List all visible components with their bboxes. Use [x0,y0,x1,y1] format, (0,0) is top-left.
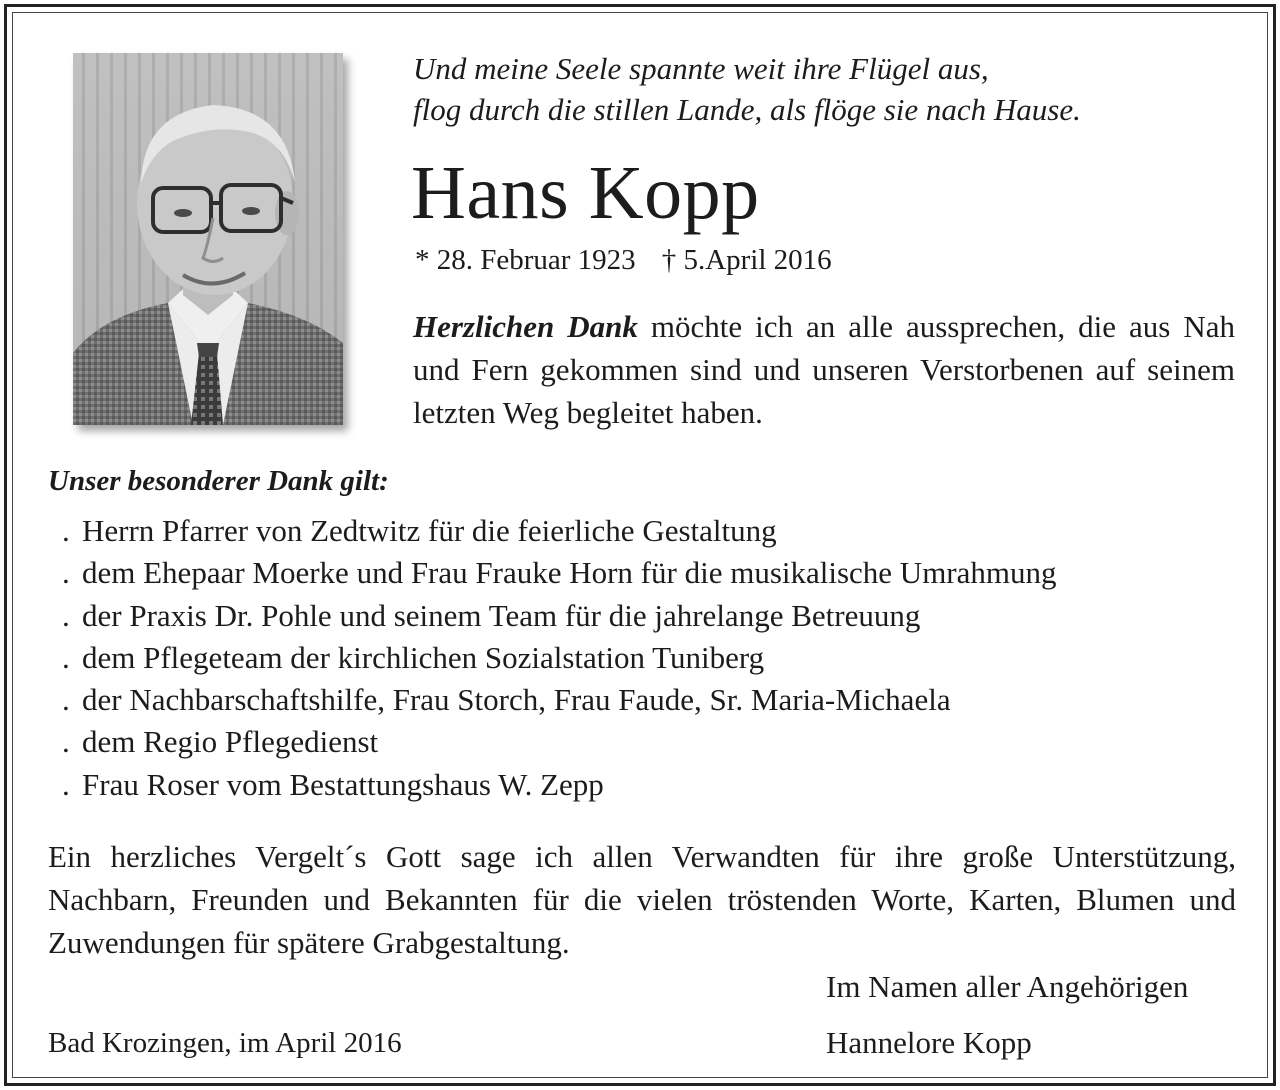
list-item-text: dem Pflegeteam der kirchlichen Sozialstation Tuniberg [82,639,765,675]
portrait-photo [73,53,343,425]
list-item-text: Frau Roser vom Bestattungshaus W. Zepp [82,766,604,802]
list-item [62,595,1057,637]
list-item [62,637,1057,679]
list-item [62,510,1057,552]
thanks-lead: Herzlichen Dank [413,309,638,344]
thanks-paragraph [413,305,1235,434]
list-bullet: . [62,639,70,675]
deceased-name: Hans Kopp [411,151,760,235]
list-item [62,721,1057,763]
list-bullet: . [62,724,70,760]
portrait-illustration [73,53,343,425]
birth-date: * 28. Februar 1923 [415,244,636,276]
life-dates [415,242,832,278]
list-bullet: . [62,597,70,633]
motto-quote [413,48,1081,130]
list-item-text: dem Regio Pflegedienst [82,724,379,760]
place-and-date: Bad Krozingen, im April 2016 [48,1027,402,1059]
special-thanks-list [62,510,1057,806]
signature-on-behalf: Im Namen aller Angehörigen [826,969,1189,1004]
motto-line-2: flog durch die stillen Lande, als flöge sie nach Hause. [413,92,1081,127]
thanks-text: möchte ich an alle aussprechen, die aus Nah und Fern gekommen sind und unseren Verstorbenen auf seinem letzten Weg begleitet haben. [413,309,1236,430]
death-date: † 5.April 2016 [661,244,832,276]
list-bullet: . [62,682,70,718]
list-item [62,679,1057,721]
list-item [62,552,1057,594]
signature-name: Hannelore Kopp [826,1025,1032,1060]
list-item-text: dem Ehepaar Moerke und Frau Frauke Horn für die musikalische Umrahmung [82,555,1057,591]
list-bullet: . [62,513,70,548]
list-item [62,764,1057,806]
list-bullet: . [62,766,70,802]
list-bullet: . [62,555,70,591]
closing-paragraph: Ein herzliches Vergelt´s Gott sage ich allen Verwandten für ihre große Unterstützung, Nachbarn, Freunden und Bekannten für die vielen tröstenden Worte, Karten, Blumen und Zuwendungen für spätere Grabgestaltung. [48,839,1236,960]
list-item-text: Herrn Pfarrer von Zedtwitz für die feierliche Gestaltung [82,513,777,548]
list-item-text: der Nachbarschaftshilfe, Frau Storch, Frau Faude, Sr. Maria-Michaela [82,682,951,718]
special-thanks-heading: Unser besonderer Dank gilt: [48,465,389,497]
list-item-text: der Praxis Dr. Pohle und seinem Team für die jahrelange Betreuung [82,597,921,633]
motto-line-1: Und meine Seele spannte weit ihre Flügel aus, [413,51,989,86]
